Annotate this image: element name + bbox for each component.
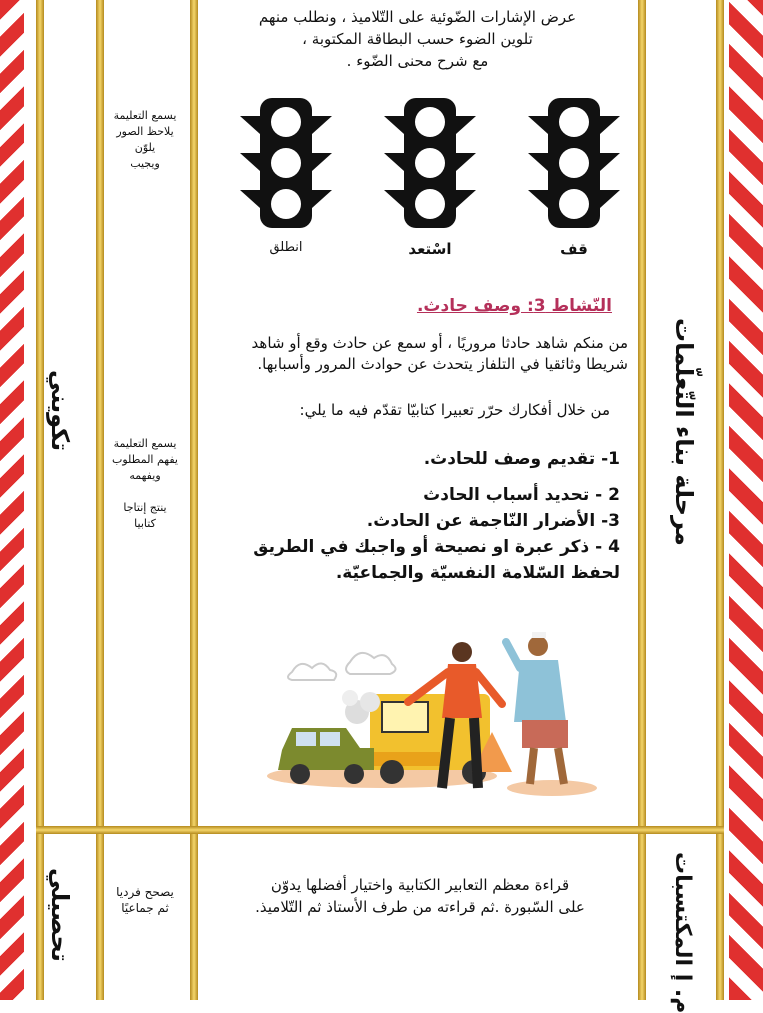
traffic-light-stop bbox=[528, 98, 620, 268]
list-item: 2 - تحديد أسباب الحادث bbox=[423, 485, 620, 505]
list-item: 3- الأضرار النّاجمة عن الحادث. bbox=[366, 511, 620, 531]
frame-line-2 bbox=[96, 0, 104, 1000]
traffic-light-ready bbox=[384, 98, 476, 268]
note-line: يلوّن bbox=[134, 141, 156, 154]
traffic-light-label: اسْتعد bbox=[408, 240, 452, 258]
traffic-light-icon bbox=[384, 98, 476, 228]
bottom-line-1: قراءة معظم التعابير الكتابية واختيار أفضلها يدوّن bbox=[270, 876, 570, 894]
stage-label: مرحلة بناء التّعلّمات bbox=[670, 318, 698, 546]
header-line-3: مع شرح محنى الضّوء . bbox=[346, 52, 489, 70]
activity-paragraph-1: من منكم شاهد حادثا مروريًا ، أو سمع عن حادث وقع أو شاهد شريطا وثائقيا في التلفاز يتحدث عن حوادث المرور وأسبابها. bbox=[251, 334, 628, 373]
bottom-line-2: على السّبورة .ثم قراءته من طرف الأستاذ ثم التّلاميذ. bbox=[255, 898, 585, 916]
activity-title: النّشاط 3: وصف حادث. bbox=[416, 296, 612, 316]
traffic-lights-row bbox=[240, 98, 620, 268]
side-note-3 bbox=[104, 500, 186, 532]
note-line: ثم جماعيًا bbox=[121, 901, 169, 915]
note-line: يسمع التعليمة bbox=[113, 437, 177, 450]
traffic-light-label: قف bbox=[560, 240, 588, 258]
frame-line-4 bbox=[638, 0, 646, 1000]
side-note-2 bbox=[104, 436, 186, 484]
header-line-2: تلوين الضوء حسب البطاقة المكتوبة ، bbox=[302, 30, 533, 48]
note-line: كتابيا bbox=[134, 517, 156, 530]
frame-divider bbox=[36, 826, 724, 834]
formative-label: تكويني bbox=[46, 370, 74, 452]
frame-line-1 bbox=[36, 0, 44, 1000]
left-striped-border bbox=[0, 0, 24, 1000]
traffic-light-go bbox=[240, 98, 332, 268]
activity-paragraph-2: من خلال أفكارك حرّر تعبيرا كتابيّا تقدّم فيه ما يلي: bbox=[299, 401, 610, 419]
note-line: ويجيب bbox=[130, 157, 160, 170]
note-line: يسمع التعليمة bbox=[113, 109, 177, 122]
list-item: 1- تقديم وصف للحادث. bbox=[423, 449, 620, 469]
note-line: يفهم المطلوب bbox=[112, 453, 178, 466]
header-line-1: عرض الإشارات الضّوئية على التّلاميذ ، ونطلب منهم bbox=[258, 8, 577, 26]
note-line: يلاحظ الصور bbox=[116, 125, 174, 138]
traffic-light-icon bbox=[240, 98, 332, 228]
side-note-4 bbox=[104, 884, 186, 916]
list-item: 4 - ذكر عبرة او نصيحة أو واجبك في الطريق لحفظ السّلامة النفسيّة والجماعيّة. bbox=[253, 537, 620, 583]
bottom-text bbox=[210, 874, 630, 918]
note-line: يصحح فرديا bbox=[116, 885, 174, 899]
activity-list bbox=[210, 446, 620, 586]
summative-label: تحصيلي bbox=[46, 868, 74, 962]
accident-illustration bbox=[262, 632, 612, 802]
side-note-1 bbox=[104, 108, 186, 172]
traffic-light-icon bbox=[528, 98, 620, 228]
header-text bbox=[205, 6, 630, 72]
stage2-label: م. إ المكتسبات bbox=[670, 852, 695, 1013]
note-line: ويفهمه bbox=[129, 469, 161, 482]
traffic-light-label: انطلق bbox=[269, 240, 303, 255]
frame-line-5 bbox=[716, 0, 724, 1000]
right-striped-border bbox=[729, 0, 763, 1000]
note-line: ينتج إنتاجا bbox=[123, 501, 167, 514]
frame-line-3 bbox=[190, 0, 198, 1000]
